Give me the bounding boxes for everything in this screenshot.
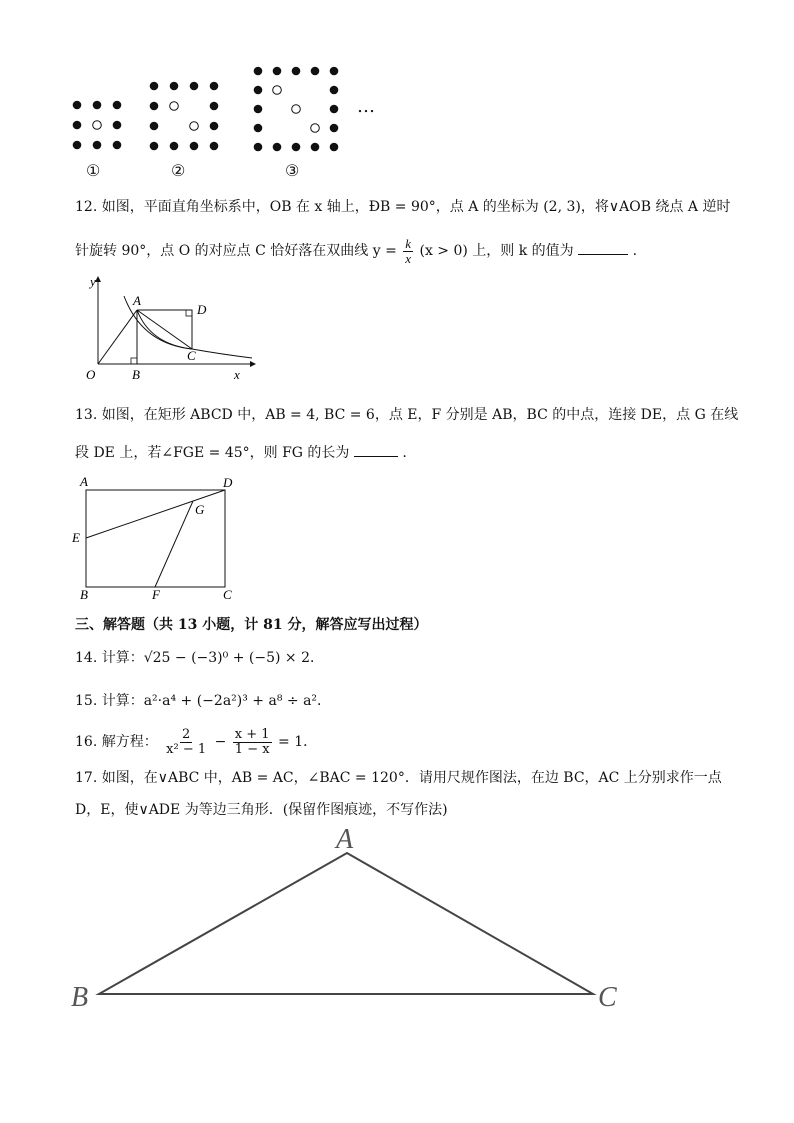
q16 — [75, 724, 317, 760]
q13-answer-blank[interactable] — [354, 442, 398, 457]
label-y: y — [90, 274, 96, 289]
q12-line2-end: . — [632, 243, 638, 259]
q15: 15. 计算：a²·a⁴ + (−2a²)³ + a⁸ ÷ a²． — [75, 693, 332, 709]
q16-pre: 16. 解方程： — [75, 734, 158, 750]
q13-line2-pre: 段 DE 上，若∠FGE = 45°，则 FG 的长为 — [75, 445, 350, 461]
label-D: D — [223, 475, 233, 490]
q17-line1: 17. 如图，在∨ABC 中，AB = AC，∠BAC = 120°．请用尺规作图法，在边 BC，AC 上分别求作一点 — [75, 770, 722, 786]
q16-f1-num: 2 — [182, 726, 191, 742]
triangle-ABC — [99, 853, 593, 994]
q16-minus: − — [214, 734, 227, 750]
q14: 14. 计算：√25 − (−3)⁰ + (−5) × 2． — [75, 650, 324, 666]
label-B: B — [71, 982, 89, 1013]
q12-answer-blank[interactable] — [578, 240, 628, 255]
q12-line2 — [75, 234, 637, 268]
pattern-label-1: ① — [86, 161, 101, 180]
dot-pattern-figure — [60, 58, 400, 188]
q12-line2-post: (x > 0) 上，则 k 的值为 — [419, 243, 574, 259]
q13-figure — [68, 472, 248, 604]
segment-OA — [98, 310, 137, 364]
q12-frac-num: k — [405, 235, 412, 251]
q12-fraction — [403, 237, 413, 266]
q16-f2-den: 1 − x — [234, 741, 270, 757]
pattern-1 — [73, 101, 122, 150]
label-B: B — [80, 587, 88, 602]
q16-post: = 1． — [278, 734, 318, 750]
q16-fraction-2 — [233, 728, 272, 757]
label-O: O — [86, 367, 96, 382]
q12-figure — [80, 272, 260, 384]
label-A: A — [80, 474, 88, 489]
label-D: D — [197, 302, 207, 317]
label-x: x — [234, 367, 240, 382]
label-E: E — [72, 530, 80, 545]
q16-f1-den: x² − 1 — [166, 741, 207, 757]
q13-line2-end: . — [402, 445, 407, 461]
pattern-3 — [254, 67, 339, 152]
q13-line2 — [75, 442, 407, 462]
pattern-2 — [150, 82, 219, 151]
label-B: B — [132, 367, 140, 382]
q16-fraction-1 — [164, 728, 208, 757]
label-G: G — [195, 502, 205, 517]
section-3-heading: 三、解答题（共 13 小题，计 81 分，解答应写出过程） — [75, 617, 428, 633]
label-A: A — [133, 293, 141, 308]
label-C: C — [187, 348, 196, 363]
q12-line2-pre: 针旋转 90°，点 O 的对应点 C 恰好落在双曲线 y = — [75, 243, 397, 259]
q13-line1: 13. 如图，在矩形 ABCD 中，AB = 4, BC = 6，点 E，F 分别是 AB，BC 的中点，连接 DE，点 G 在线 — [75, 407, 739, 423]
pattern-label-3: ③ — [285, 161, 300, 180]
pattern-label-2: ② — [171, 161, 186, 180]
q17-figure — [66, 820, 646, 1020]
label-A: A — [336, 824, 354, 855]
q17-line2: D，E，使∨ADE 为等边三角形．(保留作图痕迹，不写作法) — [75, 802, 448, 818]
label-F: F — [152, 587, 160, 602]
pattern-ellipsis: … — [357, 96, 375, 117]
q12-line1: 12. 如图，平面直角坐标系中，OB 在 x 轴上，ÐB = 90°，点 A 的坐标为 (2, 3)，将∨AOB 绕点 A 逆时 — [75, 199, 731, 215]
label-C: C — [223, 587, 232, 602]
segment-FG — [155, 501, 193, 587]
q12-frac-den: x — [405, 250, 412, 266]
q16-f2-num: x + 1 — [234, 726, 270, 742]
label-C: C — [598, 982, 617, 1013]
